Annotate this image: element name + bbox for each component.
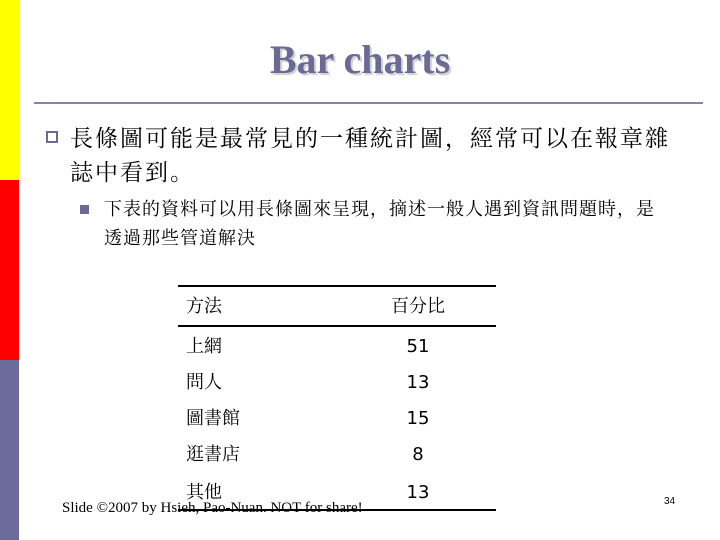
row-method: 上網 — [186, 336, 222, 357]
table-top-rule — [178, 285, 496, 287]
table-row — [178, 437, 496, 473]
bullet-text-1: 長條圖可能是最常見的一種統計圖，經常可以在報章雜誌中看到。 — [70, 126, 670, 186]
slide-title: Bar charts — [269, 37, 451, 82]
row-percent: 13 — [406, 372, 430, 393]
table-row — [178, 329, 496, 365]
slide-footer: Slide ©2007 by Hsieh, Pao-Nuan. NOT for share! — [62, 500, 363, 516]
sidebar-red-block — [0, 180, 19, 360]
row-percent: 8 — [412, 444, 424, 465]
header-method: 方法 — [186, 296, 222, 317]
table-header-rule — [178, 325, 496, 327]
header-percent: 百分比 — [391, 296, 445, 317]
sidebar-purple-block — [0, 360, 19, 540]
row-percent: 13 — [406, 482, 430, 503]
table-header-row — [178, 289, 496, 325]
row-percent: 15 — [406, 408, 430, 429]
row-method: 圖書館 — [186, 408, 240, 429]
hollow-square-bullet-icon — [46, 131, 58, 143]
table-row — [178, 365, 496, 401]
page-number: 34 — [664, 496, 676, 507]
bullet-text-2: 下表的資料可以用長條圖來呈現，摘述一般人遇到資訊問題時，是透過那些管道解決 — [104, 199, 655, 249]
sidebar-yellow-block — [0, 0, 19, 180]
row-method: 逛書店 — [186, 444, 240, 465]
row-percent: 51 — [406, 336, 430, 357]
title-divider — [34, 102, 703, 104]
filled-square-bullet-icon — [80, 205, 89, 214]
table-row — [178, 401, 496, 437]
row-method: 問人 — [186, 372, 222, 393]
row-method: 其他 — [186, 482, 222, 503]
